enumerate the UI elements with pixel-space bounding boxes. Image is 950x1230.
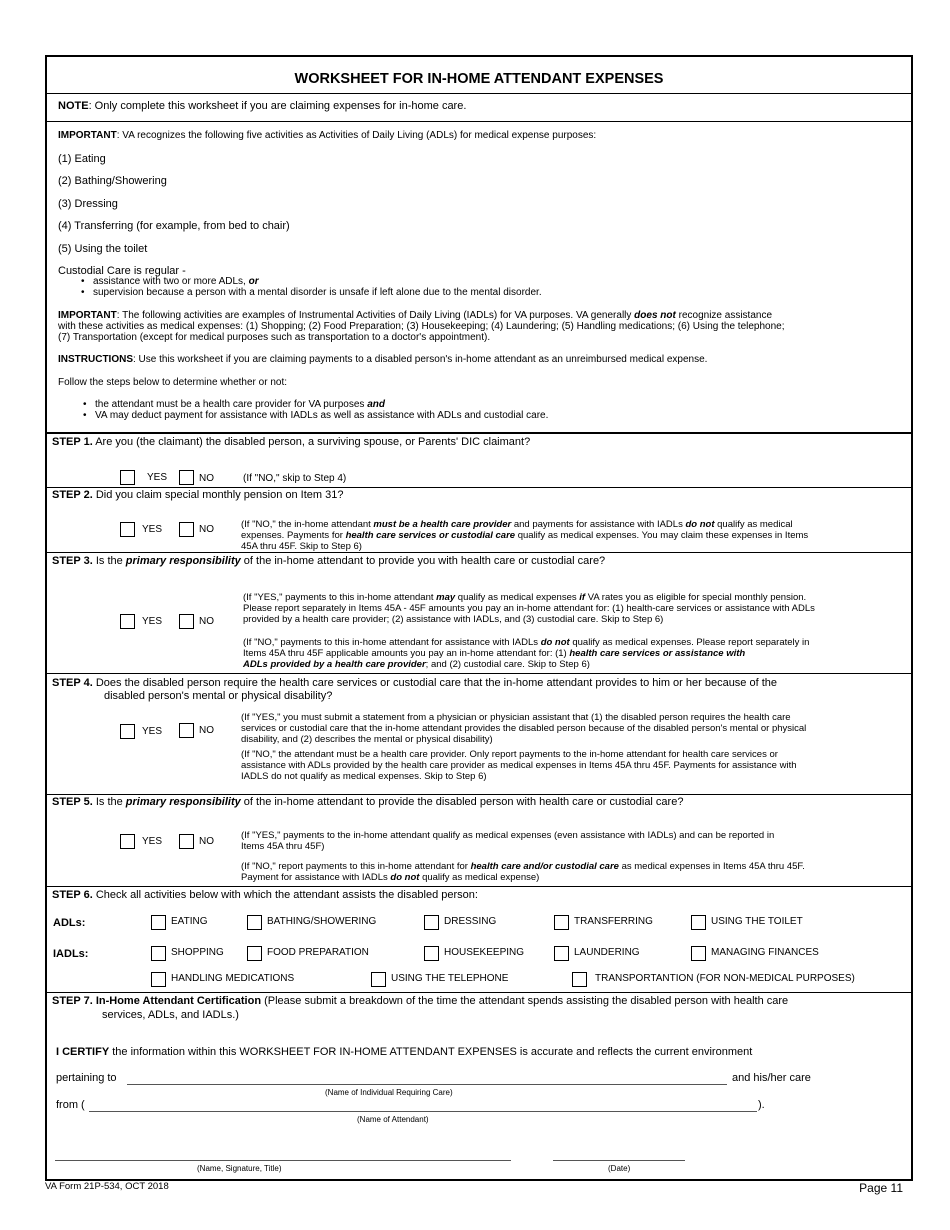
step5-yes-note: (If "YES," payments to the in-home attendant qualify as medical expenses (even assistance with IADLs) and can be reported in [241, 830, 775, 841]
page-title: WORKSHEET FOR IN-HOME ATTENDANT EXPENSES [294, 71, 664, 87]
step1-yes-checkbox[interactable] [120, 470, 135, 485]
note: NOTE: Only complete this worksheet if you are claiming expenses for in-home care. [58, 100, 467, 112]
signature-line[interactable] [55, 1160, 511, 1161]
step5-no-note: Payment for assistance with IADLs do not qualify as medical expense) [241, 872, 540, 883]
step2-note: expenses. Payments for health care services or custodial care qualify as medical expenses. You may claim these expenses in Items [241, 530, 809, 541]
important-adl: IMPORTANT: VA recognizes the following five activities as Activities of Daily Living (ADLs) for medical expense purposes: [58, 130, 597, 141]
iadl-telephone-label: USING THE TELEPHONE [391, 973, 509, 984]
iadl-food-prep-label: FOOD PREPARATION [267, 947, 369, 958]
adl-item: (3) Dressing [58, 198, 118, 210]
divider [47, 673, 911, 674]
follow-text: Follow the steps below to determine whether or not: [58, 377, 288, 388]
step2-question: STEP 2. Did you claim special monthly pension on Item 31? [52, 489, 344, 501]
iadls-label: IADLs: [53, 948, 89, 960]
adl-item: (2) Bathing/Showering [58, 175, 167, 187]
iadl-housekeeping-checkbox[interactable] [424, 946, 439, 961]
iadl-shopping-checkbox[interactable] [151, 946, 166, 961]
adl-toilet-label: USING THE TOILET [711, 916, 803, 927]
follow-bullet: • VA may deduct payment for assistance with IADLs as well as assistance with ADLs and custodial care. [83, 410, 548, 422]
name-requiring-care-line[interactable] [127, 1084, 727, 1085]
iadl-finances-checkbox[interactable] [691, 946, 706, 961]
important-iadl: IMPORTANT: The following activities are examples of Instrumental Activities of Daily Living (IADLs) for VA purposes. VA generally does not recognize assistance [58, 310, 773, 321]
signature-caption: (Name, Signature, Title) [197, 1164, 282, 1173]
date-line[interactable] [553, 1160, 685, 1161]
custodial-heading: Custodial Care is regular - [58, 265, 186, 277]
step4-question: STEP 4. Does the disabled person require the health care services or custodial care that the in-home attendant provides to him or her because of the [52, 677, 778, 689]
follow-bullet: • the attendant must be a health care provider for VA purposes and [83, 399, 385, 411]
worksheet-frame [45, 55, 913, 1181]
adl-dressing-checkbox[interactable] [424, 915, 439, 930]
step3-yes-checkbox[interactable] [120, 614, 135, 629]
iadl-medications-label: HANDLING MEDICATIONS [171, 973, 295, 984]
step4-no-note: IADLS do not qualify as medical expenses. Skip to Step 6) [241, 771, 487, 782]
iadl-laundering-checkbox[interactable] [554, 946, 569, 961]
step4-question-line: disabled person's mental or physical disability? [104, 690, 333, 702]
his-her-care-label: and his/her care [732, 1072, 811, 1084]
no-label: NO [199, 616, 214, 627]
divider [47, 487, 911, 488]
step2-note: 45A thru 45F. Skip to Step 6) [241, 541, 362, 552]
step1-no-checkbox[interactable] [179, 470, 194, 485]
step4-yes-note: services or custodial care that the in-home attendant provides the disabled person because of the disabled person's mental or physical [241, 723, 807, 734]
divider [47, 121, 911, 122]
from-close: ). [758, 1099, 765, 1111]
name-attendant-line[interactable] [89, 1111, 757, 1112]
step1-question: STEP 1. Are you (the claimant) the disabled person, a surviving spouse, or Parents' DIC claimant? [52, 436, 531, 448]
yes-label: YES [142, 726, 163, 737]
divider [47, 93, 911, 94]
adl-item: (1) Eating [58, 153, 106, 165]
step7-heading: STEP 7. In-Home Attendant Certification (Please submit a breakdown of the time the attendant spends assisting the disabled person with health care [52, 995, 789, 1007]
important-iadl-line: (7) Transportation (except for medical purposes such as transportation to a doctor's appointment). [58, 332, 491, 343]
instructions: INSTRUCTIONS: Use this worksheet if you are claiming payments to a disabled person's in-home attendant as an unreimbursed medical expense. [58, 354, 708, 365]
adl-toilet-checkbox[interactable] [691, 915, 706, 930]
step3-no-note: ADLs provided by a health care provider; and (2) custodial care. Skip to Step 6) [243, 659, 590, 670]
divider [47, 886, 911, 887]
divider [47, 794, 911, 795]
no-label: NO [199, 836, 214, 847]
step5-yes-checkbox[interactable] [120, 834, 135, 849]
step5-yes-note: Items 45A thru 45F) [241, 841, 325, 852]
step3-no-checkbox[interactable] [179, 614, 194, 629]
step5-no-note: (If "NO," report payments to this in-home attendant for health care and/or custodial care as medical expenses in Items 45A thru 45F. [241, 861, 805, 872]
iadl-medications-checkbox[interactable] [151, 972, 166, 987]
step2-yes-checkbox[interactable] [120, 522, 135, 537]
yes-label: YES [147, 472, 168, 483]
custodial-bullet: • assistance with two or more ADLs, or [81, 276, 259, 288]
yes-label: YES [142, 836, 163, 847]
yes-label: YES [142, 524, 163, 535]
adl-transferring-checkbox[interactable] [554, 915, 569, 930]
iadl-laundering-label: LAUNDERING [574, 947, 640, 958]
custodial-bullet: • supervision because a person with a mental disorder is unsafe if left alone due to the mental disorder. [81, 287, 542, 299]
step5-no-checkbox[interactable] [179, 834, 194, 849]
step3-no-note: Items 45A thru 45F applicable amounts you pay an in-home attendant for: (1) health care services or assistance with [243, 648, 746, 659]
adl-bathing-label: BATHING/SHOWERING [267, 916, 377, 927]
adl-transferring-label: TRANSFERRING [574, 916, 653, 927]
form-number: VA Form 21P-534, OCT 2018 [45, 1181, 169, 1192]
adl-dressing-label: DRESSING [444, 916, 497, 927]
step4-yes-checkbox[interactable] [120, 724, 135, 739]
yes-label: YES [142, 616, 163, 627]
from-label: from ( [56, 1099, 85, 1111]
step3-yes-note: Please report separately in Items 45A - 45F amounts you pay an in-home attendant for: (1) health-care services or assistance with ADLs [243, 603, 815, 614]
iadl-food-prep-checkbox[interactable] [247, 946, 262, 961]
date-caption: (Date) [608, 1164, 631, 1173]
divider [47, 992, 911, 993]
adl-eating-checkbox[interactable] [151, 915, 166, 930]
no-label: NO [199, 524, 214, 535]
name-requiring-care-caption: (Name of Individual Requiring Care) [325, 1088, 453, 1097]
iadl-housekeeping-label: HOUSEKEEPING [444, 947, 525, 958]
adls-label: ADLs: [53, 917, 86, 929]
step3-yes-note: (If "YES," payments to this in-home attendant may qualify as medical expenses if VA rates you as eligible for special monthly pension. [243, 592, 807, 603]
no-label: NO [199, 473, 214, 484]
divider [47, 432, 911, 434]
important-iadl-line: with these activities as medical expenses: (1) Shopping; (2) Food Preparation; (3) Housekeeping; (4) Laundering; (5) Handling medications; (6) Using the telephone; [58, 321, 785, 332]
iadl-transportation-checkbox[interactable] [572, 972, 587, 987]
step2-no-checkbox[interactable] [179, 522, 194, 537]
adl-bathing-checkbox[interactable] [247, 915, 262, 930]
step4-yes-note: disability, and (2) describes the mental or physical disability) [241, 734, 493, 745]
step2-note: (If "NO," the in-home attendant must be a health care provider and payments for assistance with IADLs do not qualify as medical [241, 519, 793, 530]
step7-heading-line: services, ADLs, and IADLs.) [102, 1009, 239, 1021]
step5-question: STEP 5. Is the primary responsibility of the in-home attendant to provide the disabled person with health care or custodial care? [52, 796, 684, 808]
step3-question: STEP 3. Is the primary responsibility of the in-home attendant to provide you with health care or custodial care? [52, 555, 606, 567]
no-label: NO [199, 725, 214, 736]
step6-question: STEP 6. Check all activities below with which the attendant assists the disabled person: [52, 889, 478, 901]
iadl-shopping-label: SHOPPING [171, 947, 224, 958]
iadl-telephone-checkbox[interactable] [371, 972, 386, 987]
step4-yes-note: (If "YES," you must submit a statement from a physician or physician assistant that (1) the disabled person requires the health care [241, 712, 791, 723]
step3-yes-note: provided by a health care provider; (2) assistance with IADLs, and (3) custodial care. Skip to Step 6) [243, 614, 664, 625]
certify-statement: I CERTIFY the information within this WORKSHEET FOR IN-HOME ATTENDANT EXPENSES is accurate and reflects the current environment [56, 1046, 753, 1058]
iadl-finances-label: MANAGING FINANCES [711, 947, 819, 958]
page-number: Page 11 [859, 1181, 903, 1195]
step3-no-note: (If "NO," payments to this in-home attendant for assistance with IADLs do not qualify as medical expenses. Please report separately in [243, 637, 810, 648]
step4-no-note: assistance with ADLs provided by the health care provider as medical expenses in Items 45A thru 45F. Payments for assistance with [241, 760, 797, 771]
adl-item: (4) Transferring (for example, from bed to chair) [58, 220, 290, 232]
adl-item: (5) Using the toilet [58, 243, 148, 255]
name-attendant-caption: (Name of Attendant) [357, 1115, 429, 1124]
step4-no-note: (If "NO," the attendant must be a health care provider. Only report payments to the in-home attendant for health care services or [241, 749, 778, 760]
divider [47, 552, 911, 553]
step4-no-checkbox[interactable] [179, 723, 194, 738]
adl-eating-label: EATING [171, 916, 208, 927]
pertaining-label: pertaining to [56, 1072, 117, 1084]
iadl-transportation-label: TRANSPORTANTION (FOR NON-MEDICAL PURPOSES) [595, 973, 855, 984]
step1-note: (If "NO," skip to Step 4) [243, 473, 347, 484]
